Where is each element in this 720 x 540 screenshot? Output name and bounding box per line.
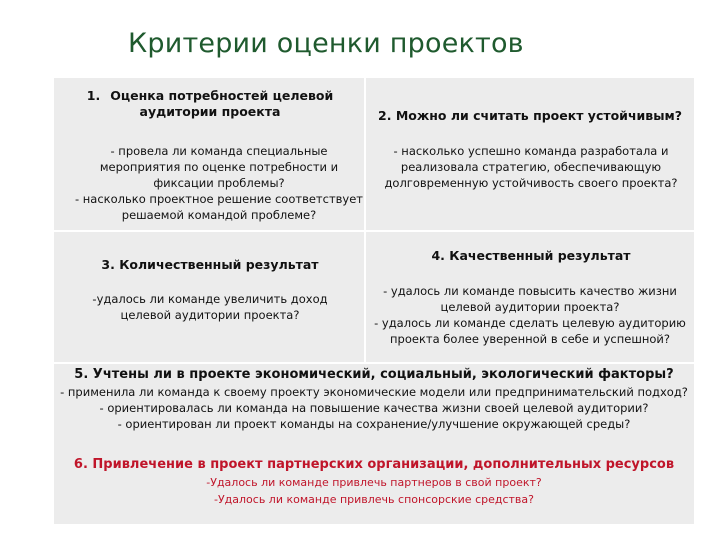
criterion-6-body-line: -Удалось ли команде привлечь партнеров в свой проект?	[206, 476, 542, 489]
criterion-3-heading: 3. Количественный результат	[101, 257, 319, 272]
criterion-2-body-line: - насколько успешно команда разработала и	[393, 144, 669, 158]
criterion-5-body-line: - применила ли команда к своему проекту экономические модели или предпринимательский подход?	[60, 385, 688, 399]
criterion-1-body-line: - провела ли команда специальные	[110, 144, 328, 158]
criterion-1-body-line: решаемой командой проблеме?	[121, 208, 317, 222]
criterion-2-body	[372, 143, 690, 191]
criterion-6-body-line: -Удалось ли команде привлечь спонсорские средства?	[214, 493, 534, 506]
criterion-4-body-line: - удалось ли команде сделать целевую аудиторию	[374, 316, 686, 330]
criterion-1-heading-line: аудитории проекта	[139, 104, 281, 119]
criterion-4-body-line: целевой аудитории проекта?	[440, 300, 620, 314]
criterion-1-heading	[60, 88, 360, 120]
criterion-1-number: 1.	[86, 88, 101, 103]
criterion-3-body-line: -удалось ли команде увеличить доход	[92, 292, 328, 306]
criterion-1-body	[60, 143, 378, 223]
criterion-1-body-line: мероприятия по оценке потребности и	[99, 160, 339, 174]
criterion-2-body-line: долговременную устойчивость своего проекта?	[384, 176, 678, 190]
criterion-5-body	[54, 384, 694, 432]
criterion-5-heading: 5. Учтены ли в проекте экономический, социальный, экологический факторы?	[74, 367, 674, 382]
criterion-3-body-line: целевой аудитории проекта?	[120, 308, 300, 322]
divider-row-2	[54, 362, 694, 364]
criterion-4-body-line: - удалось ли команде повысить качество жизни	[383, 284, 677, 298]
criterion-1-heading-line: Оценка потребностей целевой	[110, 88, 334, 103]
divider-row-1	[54, 230, 694, 232]
criterion-2-body-line: реализовала стратегию, обеспечивающую	[400, 160, 662, 174]
criterion-5-body-line: - ориентировалась ли команда на повышение качества жизни своей целевой аудитории?	[99, 401, 649, 415]
criterion-4-body	[366, 283, 694, 347]
criterion-5-body-line: - ориентирован ли проект команды на сохранение/улучшение окружающей среды?	[117, 417, 631, 431]
criterion-1-body-line: - насколько проектное решение соответствует	[74, 192, 364, 206]
criterion-1-body-line: фиксации проблемы?	[153, 176, 285, 190]
page-title: Критерии оценки проектов	[128, 28, 524, 59]
criterion-3-body	[60, 291, 360, 323]
criterion-4-body-line: проекта более уверенной в себе и успешной?	[390, 332, 670, 346]
criterion-6-body	[54, 474, 694, 508]
criterion-6-heading: 6. Привлечение в проект партнерских организации, дополнительных ресурсов	[73, 457, 675, 472]
criterion-4-heading: 4. Качественный результат	[431, 248, 631, 263]
criterion-2-heading: 2. Можно ли считать проект устойчивым?	[378, 108, 682, 123]
